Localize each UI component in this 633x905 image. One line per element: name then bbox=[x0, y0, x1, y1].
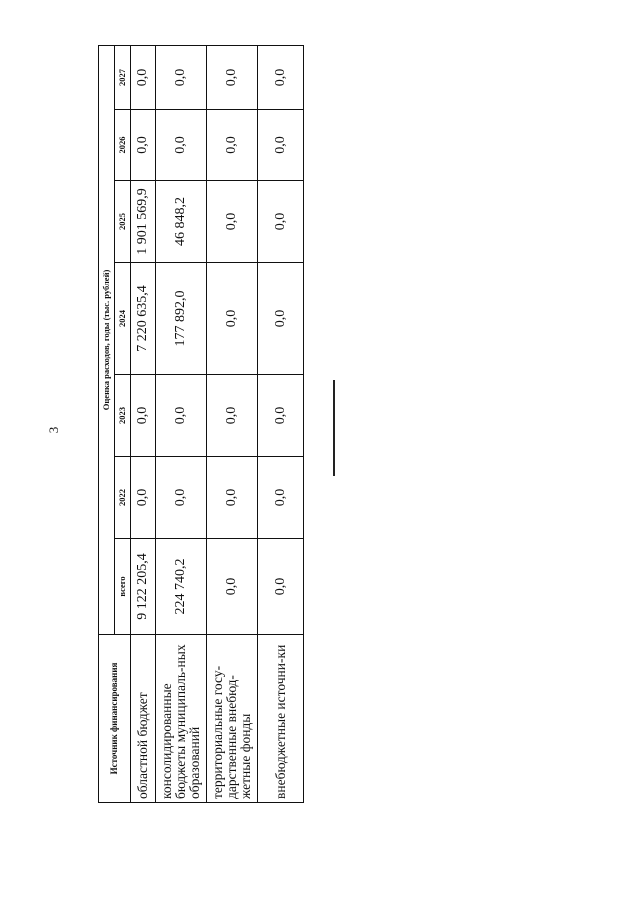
header-col-2027: 2027 bbox=[115, 45, 131, 109]
cell-2024: 0,0 bbox=[258, 263, 304, 375]
cell-2025: 0,0 bbox=[258, 181, 304, 263]
header-col-2022: 2022 bbox=[115, 457, 131, 539]
header-col-2026: 2026 bbox=[115, 110, 131, 181]
table-row-municipal-budgets bbox=[156, 45, 207, 802]
rotated-table-container bbox=[98, 46, 298, 803]
cell-2027: 0,0 bbox=[207, 45, 258, 109]
cell-2025: 46 848,2 bbox=[156, 181, 207, 263]
cell-2027: 0,0 bbox=[156, 45, 207, 109]
header-col-total: всего bbox=[115, 539, 131, 635]
cell-2025: 1 901 569,9 bbox=[131, 181, 156, 263]
financing-table bbox=[98, 45, 304, 803]
row-source: консолидированные бюджеты муниципаль-ных образований bbox=[156, 635, 207, 803]
header-row-top bbox=[99, 45, 115, 802]
cell-2022: 0,0 bbox=[131, 457, 156, 539]
header-estimate: Оценка расходов, годы (тыс. рублей) bbox=[99, 45, 115, 634]
cell-2022: 0,0 bbox=[258, 457, 304, 539]
page-number: 3 bbox=[46, 426, 61, 434]
cell-2022: 0,0 bbox=[156, 457, 207, 539]
cell-2024: 0,0 bbox=[207, 263, 258, 375]
cell-2024: 7 220 635,4 bbox=[131, 263, 156, 375]
cell-2026: 0,0 bbox=[131, 110, 156, 181]
cell-2027: 0,0 bbox=[131, 45, 156, 109]
cell-total: 9 122 205,4 bbox=[131, 539, 156, 635]
header-source: Источник финансирования bbox=[99, 635, 131, 803]
cell-2025: 0,0 bbox=[207, 181, 258, 263]
cell-2026: 0,0 bbox=[156, 110, 207, 181]
cell-2026: 0,0 bbox=[258, 110, 304, 181]
row-source: областной бюджет bbox=[131, 635, 156, 803]
cell-total: 224 740,2 bbox=[156, 539, 207, 635]
table-row-extrabudgetary-sources bbox=[258, 45, 304, 802]
cell-2023: 0,0 bbox=[131, 375, 156, 457]
header-col-2023: 2023 bbox=[115, 375, 131, 457]
table-row-regional-budget bbox=[131, 45, 156, 802]
cell-total: 0,0 bbox=[258, 539, 304, 635]
cell-2023: 0,0 bbox=[258, 375, 304, 457]
table-row-extrabudgetary-funds bbox=[207, 45, 258, 802]
cell-2027: 0,0 bbox=[258, 45, 304, 109]
cell-2024: 177 892,0 bbox=[156, 263, 207, 375]
header-col-2024: 2024 bbox=[115, 263, 131, 375]
cell-2022: 0,0 bbox=[207, 457, 258, 539]
cell-2023: 0,0 bbox=[207, 375, 258, 457]
cell-2026: 0,0 bbox=[207, 110, 258, 181]
row-source: территориальные госу-дарственные внебюд-жетные фонды bbox=[207, 635, 258, 803]
row-source: внебюджетные источни-ки bbox=[258, 635, 304, 803]
cell-total: 0,0 bbox=[207, 539, 258, 635]
header-col-2025: 2025 bbox=[115, 181, 131, 263]
separator-line bbox=[333, 380, 335, 476]
cell-2023: 0,0 bbox=[156, 375, 207, 457]
